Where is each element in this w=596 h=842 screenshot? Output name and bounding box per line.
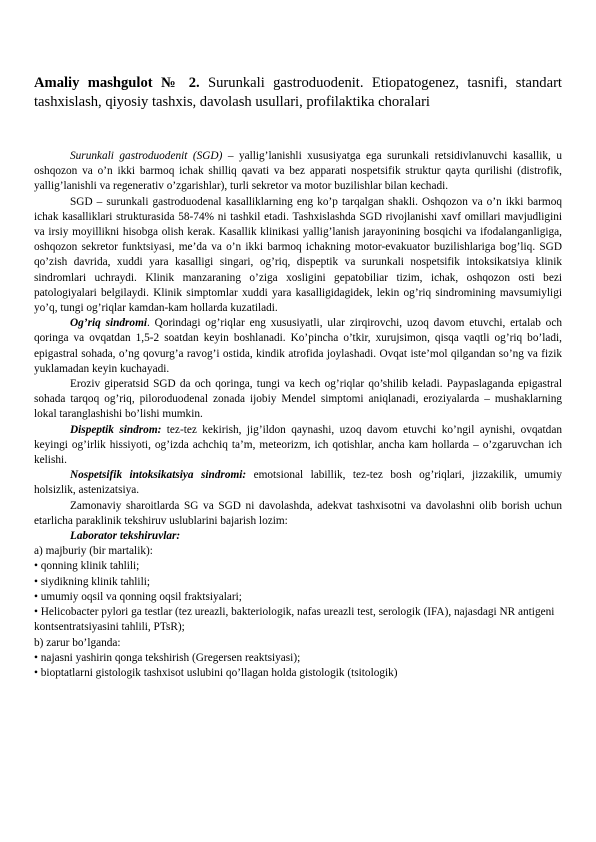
list-item-urine-test: • siydikning klinik tahlili; xyxy=(34,575,150,588)
paragraph-text: SGD – surunkali gastroduodenal kasalliklarning eng ko’p tarqalgan shakli. Oshqozon va o’n ikki barmoq ichak kasalliklari strukturasida 58-74% ni tashkil etadi. Tashxislashda SGD rivojlanishi xavf omillari mavjudligini va irsiy moyillikni hisobga olish kerak. Kasallik klinikasi yallig’lanish jarayonining bosqichi va ifodalanganligiga, oshqozon sekretor funktsiyasi, me’da va o’n ikki barmoq ichakning motor-evakuator buzilishlariga bog’liq. SGD qo’zish davrida, xuddi yara kasalligi singari, og’riq, dispeptik va surunkali nospetsifik intoksikatsiya klinik sindromlari uchraydi. Klinik manzaraning o’ziga xosligini gepatobiliar tizim, ichak, oshqozon osti bezi patologiyalari belgilaydi. Klinik simptomlar xuddi yara kasalligidagidek, lekin og’riq sindromining mavsumiyligi yo’q, tungi og’riqlar kamdan-kam hollarda kuzatiladi. xyxy=(34,195,562,315)
list-item-biopsy: • bioptatlarni gistologik tashxisot uslubini qo’llagan holda gistologik (tsitologik) xyxy=(34,666,398,679)
paragraph-text: Zamonaviy sharoitlarda SG va SGD ni davolashda, adekvat tashxisotni va davolashni olib borish uchun etarlicha paraklinik tekshiruv uslublarini bajarish lozim: xyxy=(34,499,562,527)
paragraph-dyspeptic xyxy=(34,423,562,469)
heading-lab-tests: Laborator tekshiruvlar: xyxy=(70,530,181,543)
heading-pain-syndrome: Og’riq sindromi xyxy=(70,317,148,330)
list-line-mandatory: a) majburiy (bir martalik): xyxy=(34,545,153,558)
paragraph-modern-conditions xyxy=(34,499,562,529)
title-topic: Surunkali gastroduodenit. Etiopatogenez, tasnifi, standart tashxislash, qiyosiy tashxis, davolash usullari, profilaktika choralari xyxy=(34,75,562,110)
list-line-when-needed: b) zarur bo’lganda: xyxy=(34,636,121,649)
paragraph-erosive xyxy=(34,377,562,423)
paragraph-text: . Qorindagi og’riqlar eng xususiyatli, ular zirqirovchi, uzoq davom etuvchi, ertalab och qoringa va ovqatdan 1,5-2 soatdan keyin boshlanadi. Ko’pincha o’tkir, xurujsimon, qisqa vaqtli og’riq bo’ladi, epigastral sohada, o’ng qovurg’a ravog’i ostida, kindik atrofida joylashadi. Ovqat iste’mol qilgandan so’ng va fizik yuklamadan keyin kuchayadi. xyxy=(34,317,562,375)
list-item-helicobacter: • Helicobacter pylori ga testlar (tez ureazli, bakteriologik, nafas ureazli test, serologik (IFA), najasdagi NR antigeni kontsentratsiyasini tahlili, PTsR); xyxy=(34,606,555,634)
paragraph-definition xyxy=(34,149,562,195)
heading-intoxication-syndrome: Nospetsifik intoksikatsiya sindromi: xyxy=(70,469,247,482)
paragraph-prevalence xyxy=(34,195,562,317)
paragraph-text: Eroziv giperatsid SGD da och qoringa, tungi va kech og’riqlar qo’shilib keladi. Paypaslaganda epigastral sohada tarqoq og’riq, piloroduodenal zonada ijobiy Mendel simptomi aniqlanadi, eroziyalarda – mushaklarning lokal taranglashishi bo’lishi mumkin. xyxy=(34,378,562,421)
paragraph-text: emotsional labillik, tez-tez bosh og’riqlari, jizzakilik, umumiy holsizlik, astenizatsiya. xyxy=(34,469,562,497)
paragraph-intoxication xyxy=(34,468,562,498)
paragraph-text: – yallig’lanishli xususiyatga ega surunkali retsidivlanuvchi kasallik, u oshqozon va o’n ikki barmoq ichak shilliq qavati va bez apparati nospetsifik struktur qayta qurilishi (distrofik, yallig’lanishli va regenerativ o’zgarishlar), turli sekretor va motor buzilishlar bilan kechadi. xyxy=(34,150,562,193)
document-body xyxy=(34,149,562,681)
heading-dyspeptic-syndrome: Dispeptik sindrom: xyxy=(70,423,162,436)
list-item-blood-test: • qonning klinik tahlili; xyxy=(34,560,140,573)
list-item-occult-blood: • najasni yashirin qonga tekshirish (Gregersen reaktsiyasi); xyxy=(34,651,301,664)
paragraph-text: tez-tez kekirish, jig’ildon qaynashi, uzoq davom etuvchi ko’ngil aynishi, ovqatdan keyingi og’irlik hissiyoti, og’izda achchiq ta’m, meteorizm, ich qotishlar, ancha kam hollarda – o’zgaruvchan ich kelishi. xyxy=(34,423,562,467)
paragraph-lab-heading xyxy=(34,529,562,544)
term-sgd: Surunkali gastroduodenit (SGD) xyxy=(70,150,223,162)
page-title xyxy=(34,74,562,111)
list-item-protein: • umumiy oqsil va qonning oqsil fraktsiyalari; xyxy=(34,590,242,603)
title-lesson-number: Amaliy mashgulot № 2. xyxy=(34,75,200,91)
paragraph-pain-syndrome xyxy=(34,316,562,377)
